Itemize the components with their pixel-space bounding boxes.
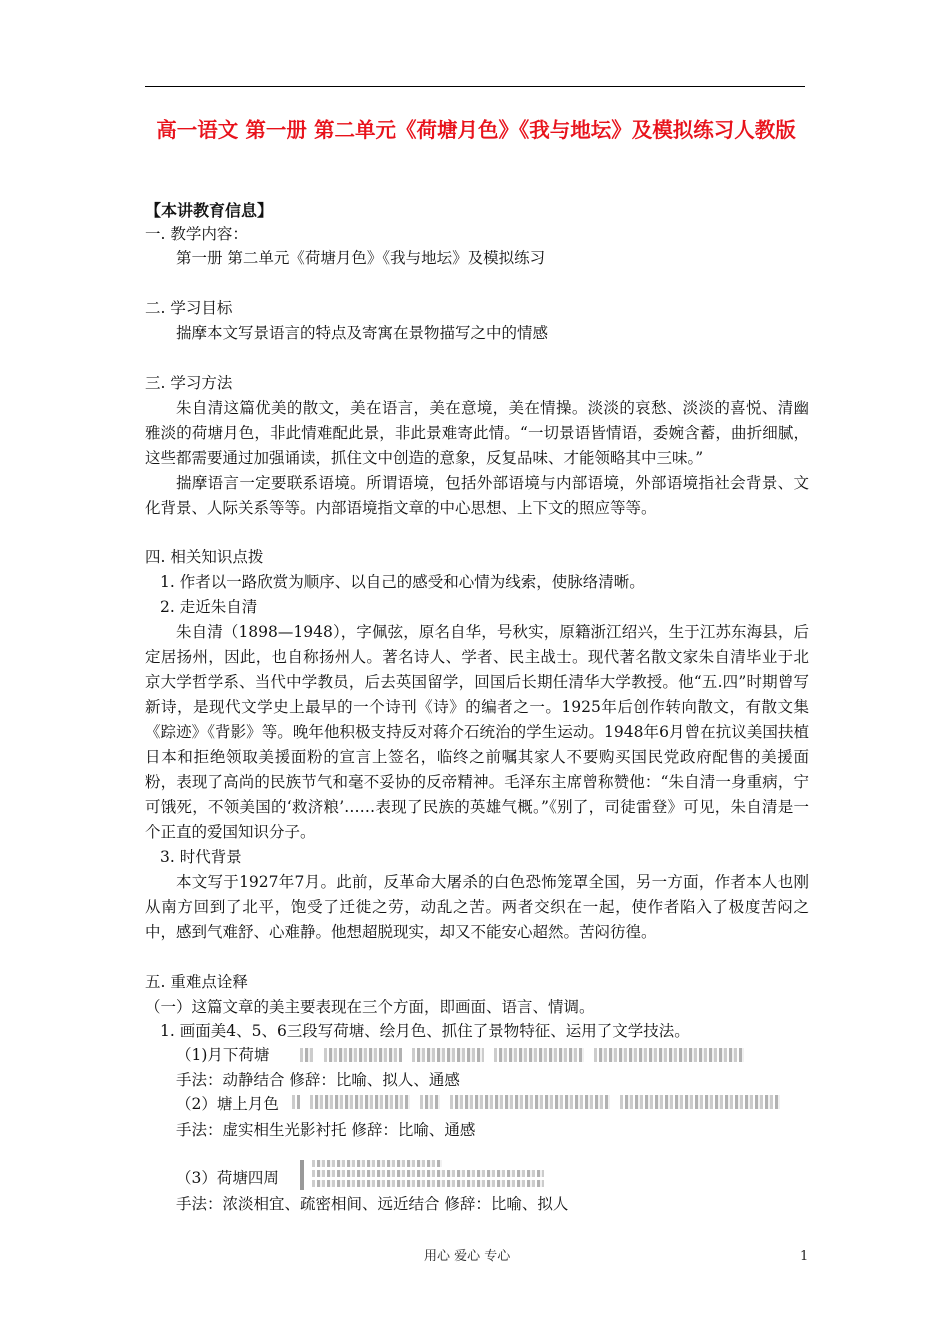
section-5-intro: （一）这篇文章的美主要表现在三个方面，即画面、语言、情调。 bbox=[145, 998, 595, 1016]
subitem-2-label: （2）塘上月色 bbox=[176, 1095, 279, 1113]
section-3-paragraph-2: 揣摩语言一定要联系语境。所谓语境，包括外部语境与内部语境，外部语境指社会背景、文化背景、人际关系等等。内部语境指文章的中心思想、上下文的照应等等。 bbox=[145, 474, 809, 517]
blurred-diagram-3 bbox=[312, 1160, 544, 1190]
section-2-heading: 二. 学习目标 bbox=[145, 299, 233, 317]
section-4-item-3: 3. 时代背景 bbox=[160, 848, 242, 866]
header-rule bbox=[145, 86, 805, 87]
blurred-diagram-1 bbox=[300, 1045, 744, 1065]
section-2-body: 揣摩本文写景语言的特点及寄寓在景物描写之中的情感 bbox=[176, 324, 549, 342]
section-3-heading: 三. 学习方法 bbox=[145, 374, 233, 392]
section-1-heading: 一. 教学内容： bbox=[145, 225, 248, 243]
section-5-item-1: 1. 画面美4、5、6三段写荷塘、绘月色、抓住了景物特征、运用了文学技法。 bbox=[160, 1022, 690, 1040]
subitem-2-techniques: 手法：虚实相生光影衬托 修辞：比喻、通感 bbox=[176, 1121, 476, 1139]
info-heading: 【本讲教育信息】 bbox=[145, 201, 274, 220]
subitem-1-techniques: 手法：动静结合 修辞：比喻、拟人、通感 bbox=[176, 1071, 460, 1089]
section-4-item-1: 1. 作者以一路欣赏为顺序、以自己的感受和心情为线索，使脉络清晰。 bbox=[160, 573, 645, 591]
section-5-heading: 五. 重难点诠释 bbox=[145, 973, 248, 991]
document-title: 高一语文 第一册 第二单元《荷塘月色》《我与地坛》及模拟练习人教版 bbox=[156, 118, 796, 142]
zhu-ziqing-biography: 朱自清（1898—1948），字佩弦，原名自华，号秋实，原籍浙江绍兴，生于江苏东海县，后定居扬州，因此，也自称扬州人。著名诗人、学者、民主战士。现代著名散文家朱自清毕业于北京大学哲学系、当代中学教员，后去英国留学，回国后长期任清华大学教授。他“五.四”时期曾写新诗，是现代文学史上最早的一个诗刊《诗》的编者之一。1925年后创作转向散文，有散文集《踪迹》《背影》等。晚年他积极支持反对蒋介石统治的学生运动。1948年6月曾在抗议美国扶植日本和拒绝领取美援面粉的宣言上签名，临终之前嘱其家人不要购买国民党政府配售的美援面粉，表现了高尚的民族节气和毫不妥协的反帝精神。毛泽东主席曾称赞他：“朱自清一身重病，宁可饿死，不领美国的‘救济粮’……表现了民族的英雄气概。”《别了，司徒雷登》可见，朱自清是一个正直的爱国知识分子。 bbox=[145, 623, 809, 841]
section-4-heading: 四. 相关知识点拨 bbox=[145, 548, 264, 566]
subitem-3-techniques: 手法：浓淡相宜、疏密相间、远近结合 修辞：比喻、拟人 bbox=[176, 1195, 569, 1213]
brace-mark bbox=[300, 1160, 304, 1190]
footer-motto: 用心 爱心 专心 bbox=[424, 1249, 511, 1264]
subitem-1-label: （1)月下荷塘 bbox=[176, 1046, 270, 1064]
blurred-diagram-2 bbox=[292, 1092, 780, 1112]
section-3-paragraph-1: 朱自清这篇优美的散文，美在语言，美在意境，美在情操。淡淡的哀愁、淡淡的喜悦、清幽雅淡的荷塘月色，非此情难配此景，非此景难寄此情。“一切景语皆情语，委婉含蓄，曲折细腻，这些都需要通过加强诵读，抓住文中创造的意象，反复品味、才能领略其中三味。” bbox=[145, 399, 809, 467]
page-number: 1 bbox=[800, 1249, 809, 1264]
historical-background: 本文写于1927年7月。此前，反革命大屠杀的白色恐怖笼罩全国，另一方面，作者本人也刚从南方回到了北平，饱受了迁徙之劳，动乱之苦。两者交织在一起，使作者陷入了极度苦闷之中，感到气难舒、心难静。他想超脱现实，却又不能安心超然。苦闷彷徨。 bbox=[145, 873, 809, 941]
section-4-item-2: 2. 走近朱自清 bbox=[160, 598, 258, 616]
section-1-body: 第一册 第二单元《荷塘月色》《我与地坛》及模拟练习 bbox=[176, 249, 546, 267]
subitem-3-label: （3）荷塘四周 bbox=[176, 1169, 279, 1187]
